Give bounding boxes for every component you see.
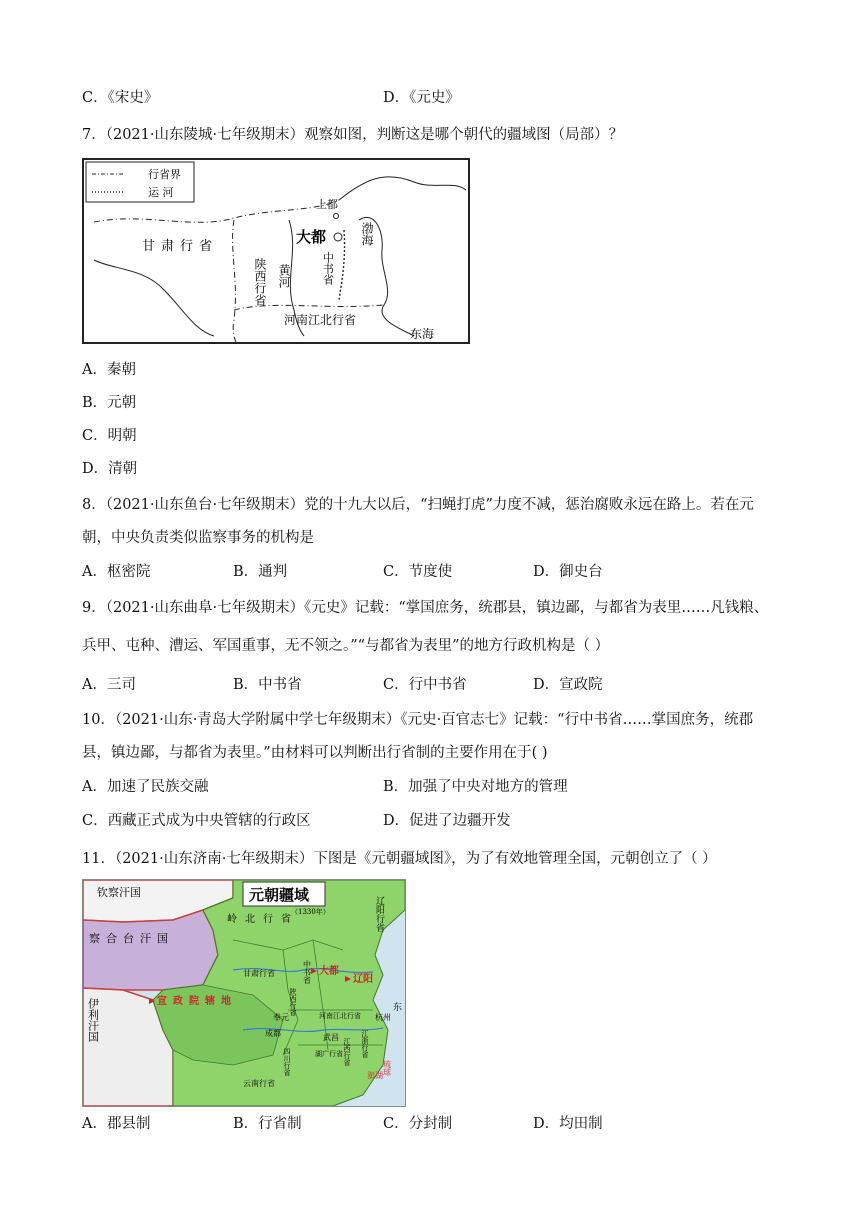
label-chengdu: 成都 <box>265 1029 281 1038</box>
label-yili: 伊利汗国 <box>86 998 100 1042</box>
label-fengyuan: 奉元 <box>273 1013 289 1022</box>
label-qincha: 钦察汗国 <box>97 886 141 899</box>
q11-option-d: D．均田制 <box>533 1116 603 1132</box>
q11-stem: 11．（2021·山东济南·七年级期末）下图是《元朝疆域图》，为了有效地管理全国，元朝创立了（ ） <box>82 851 717 867</box>
shangdu-marker <box>334 214 339 219</box>
q7-option-b: B．元朝 <box>82 395 137 411</box>
q6-option-c: C．《宋史》 <box>82 90 159 106</box>
southwest-border <box>94 260 214 336</box>
q11-map-svg <box>83 880 405 1106</box>
q10-option-a: A．加速了民族交融 <box>82 779 209 795</box>
label-yunnan: 云南行省 <box>243 1079 275 1088</box>
legend-canal-label: 运 河 <box>148 186 174 199</box>
label-jiangxi: 江西行省 <box>343 1038 351 1066</box>
label-liaoyang-prov: 辽阳行省 <box>374 896 384 932</box>
northeast-border <box>339 177 466 200</box>
q8-option-c: C．节度使 <box>383 564 453 580</box>
q11-option-b: B．行省制 <box>233 1116 302 1132</box>
label-henan: 河南江北行省 <box>284 313 357 327</box>
q10-stem-line2: 县，镇边鄙，与都省为表里。”由材料可以判断出行省制的主要作用在于( ) <box>82 745 548 761</box>
label-sichuan: 四川行省 <box>283 1048 291 1076</box>
map-title: 元朝疆域 <box>249 886 310 904</box>
shaanxi-boundary <box>233 220 236 342</box>
label-liaoyang: 辽阳 <box>353 974 373 985</box>
q9-option-a: A．三司 <box>82 677 136 693</box>
q8-stem-line1: 8．（2021·山东鱼台·七年级期末）党的十九大以后，“扫蝇打虎”力度不减，惩治腐败永远在路上。若在元 <box>82 497 754 513</box>
q11-option-c: C．分封制 <box>383 1116 453 1132</box>
q7-option-a: A．秦朝 <box>82 362 136 378</box>
label-hangzhou: 杭州 <box>375 1013 391 1022</box>
q9-option-b: B．中书省 <box>233 677 302 693</box>
label-dadu: 大都 <box>319 966 339 977</box>
dadu-marker <box>334 233 342 241</box>
q7-option-c: C．明朝 <box>82 428 137 444</box>
q9-option-d: D．宣政院 <box>533 677 603 693</box>
label-penghu: 澎湖 <box>367 1071 383 1080</box>
q8-option-b: B．通判 <box>233 564 288 580</box>
q11-map <box>82 879 406 1107</box>
label-chahetai: 察合台汗国 <box>89 932 174 945</box>
label-dong: 东 <box>393 1003 403 1013</box>
q7-stem: 7．（2021·山东陵城·七年级期末）观察如图，判断这是哪个朝代的疆域图（局部）？ <box>82 127 624 143</box>
label-shangdu: 上都 <box>316 198 338 211</box>
q10-option-b: B．加强了中央对地方的管理 <box>383 779 568 795</box>
chagatai-region <box>83 910 218 990</box>
label-henan: 河南江北行省 <box>319 1012 361 1020</box>
q8-option-d: D．御史台 <box>533 564 603 580</box>
northern-boundary <box>94 200 339 222</box>
q9-stem-line1: 9．（2021·山东曲阜·七年级期末）《元史》记载：“掌国庶务，统郡县，镇边鄙，与都省为表里……凡钱粮、 <box>82 600 769 616</box>
q7-map-svg <box>84 160 468 342</box>
label-liuqiu: 琉球 <box>382 1060 392 1076</box>
label-donghai: 东海 <box>410 327 435 341</box>
label-gansu: 甘肃行省 <box>142 239 219 254</box>
label-lingbei: 岭北行省 <box>227 914 299 925</box>
label-shaanxi: 陕西行省 <box>289 988 297 1016</box>
q7-option-d: D．清朝 <box>82 461 138 477</box>
label-huguang: 湖广行省 <box>315 1050 343 1058</box>
q10-option-c: C．西藏正式成为中央管辖的行政区 <box>82 813 311 829</box>
label-wuchang: 武昌 <box>323 1033 339 1042</box>
label-dadu: 大都 <box>296 228 327 246</box>
label-zhongshu: 中书省 <box>321 252 335 285</box>
q9-stem-line2: 兵甲、屯种、漕运、军国重事，无不领之。”“与都省为表里”的地方行政机构是（ ） <box>82 638 610 654</box>
q9-option-c: C．行中书省 <box>383 677 467 693</box>
q10-stem-line1: 10．（2021·山东·青岛大学附属中学七年级期末）《元史·百官志七》记载：“行中书省……掌国庶务，统郡 <box>82 712 754 728</box>
label-bohai: 渤海 <box>360 222 374 246</box>
q7-map <box>82 158 470 344</box>
label-shaanxi: 陕西行省 <box>253 258 267 306</box>
label-jiangzhe: 江浙行省 <box>361 1030 369 1058</box>
label-huanghe: 黄河 <box>277 264 291 288</box>
q8-stem-line2: 朝，中央负责类似监察事务的机构是 <box>82 530 314 546</box>
label-xuanzheng: 宣政院辖地 <box>157 996 237 1007</box>
q6-option-d: D．《元史》 <box>383 90 460 106</box>
map-year: （1330年） <box>291 908 330 916</box>
q8-option-a: A．枢密院 <box>82 564 151 580</box>
q10-option-d: D．促进了边疆开发 <box>383 813 511 829</box>
label-zhongshu: 中书省 <box>302 960 312 984</box>
legend-boundary-label: 行省界 <box>148 168 181 181</box>
label-gansu: 甘肃行省 <box>243 969 275 978</box>
q11-option-a: A．郡县制 <box>82 1116 151 1132</box>
